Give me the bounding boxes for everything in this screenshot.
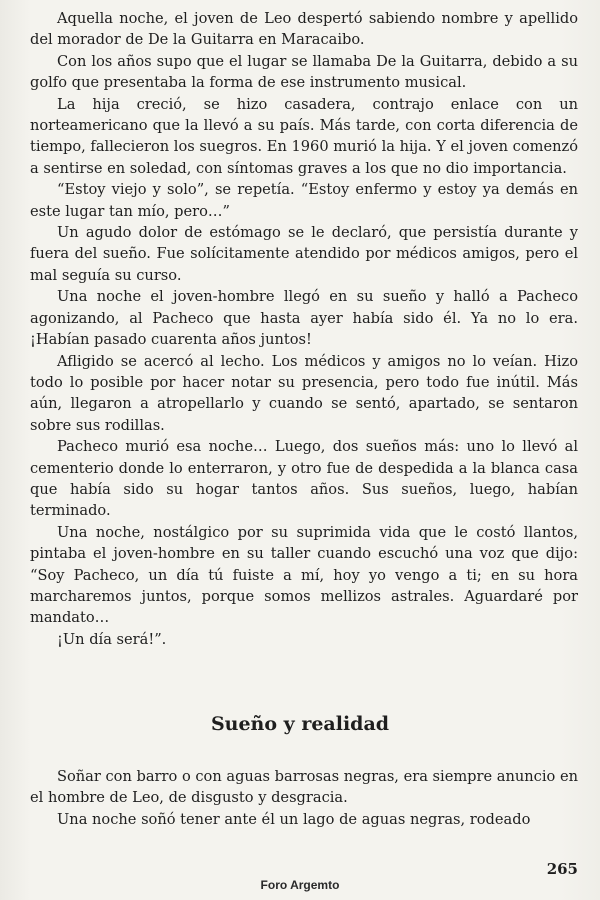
paragraph-7: Afligido se acercó al lecho. Los médicos y amigos no lo veían. Hizo todo lo posible por hacer notar su presencia, pero todo fue inútil. Más aún, llegaron a atropellarlo y cuando se sentó, apartado, se sentaron sobre sus rodillas.	[30, 352, 578, 434]
body-text	[30, 8, 578, 650]
paragraph-4: “Estoy viejo y solo”, se repetía. “Estoy enfermo y estoy ya demás en este lugar tan mío, pero…”	[30, 181, 578, 220]
paragraph-5: Un agudo dolor de estómago se le declaró, que persistía durante y fuera del sueño. Fue solícitamente atendido por médicos amigos, pero el mal seguía su curso.	[30, 224, 578, 284]
section-paragraph-2: Una noche soñó tener ante él un lago de aguas negras, rodeado	[57, 810, 531, 828]
paragraph-6: Una noche el joven-hombre llegó en su sueño y halló a Pacheco agonizando, al Pacheco que hasta ayer había sido él. Ya no lo era. ¡Habían pasado cuarenta años juntos!	[30, 288, 578, 349]
paragraph-8: Pacheco murió esa noche… Luego, dos sueños más: uno lo llevó al cementerio donde lo enterraron, y otro fue de despedida a la blanca casa que había sido su hogar tantos años. Sus sueños, luego, habían terminado.	[30, 438, 578, 520]
page-number: 265	[546, 860, 578, 878]
watermark: Foro Argemto	[260, 878, 340, 892]
paragraph-2: Con los años supo que el lugar se llamaba De la Guitarra, debido a su golfo que presentaba la forma de ese instrumento musical.	[30, 52, 578, 92]
section-paragraph-1: Soñar con barro o con aguas barrosas negras, era siempre anuncio en el hombre de Leo, de disgusto y desgracia.	[30, 768, 578, 807]
section-heading: Sueño y realidad	[210, 713, 390, 735]
paragraph-3: La hija creció, se hizo casadera, contrajo enlace con un norteamericano que la llevó a su país. Más tarde, con corta diferencia de tiempo, fallecieron los suegros. En 1960 murió la hija. Y el joven comenzó a sentirse en soledad, con síntomas graves a los que no dio importancia.	[30, 95, 578, 177]
paragraph-1: Aquella noche, el joven de Leo despertó sabiendo nombre y apellido del morador de De la Guitarra en Maracaibo.	[30, 10, 578, 49]
paragraph-10: ¡Un día será!”.	[57, 630, 167, 648]
paragraph-9: Una noche, nostálgico por su suprimida vida que le costó llantos, pintaba el joven-hombre en su taller cuando escuchó una voz que dijo: “Soy Pacheco, un día tú fuiste a mí, hoy yo vengo a ti; en su hora marcharemos juntos, porque somos mellizos astrales. Aguardaré por mandato…	[30, 523, 578, 627]
section-body-text	[30, 766, 578, 830]
